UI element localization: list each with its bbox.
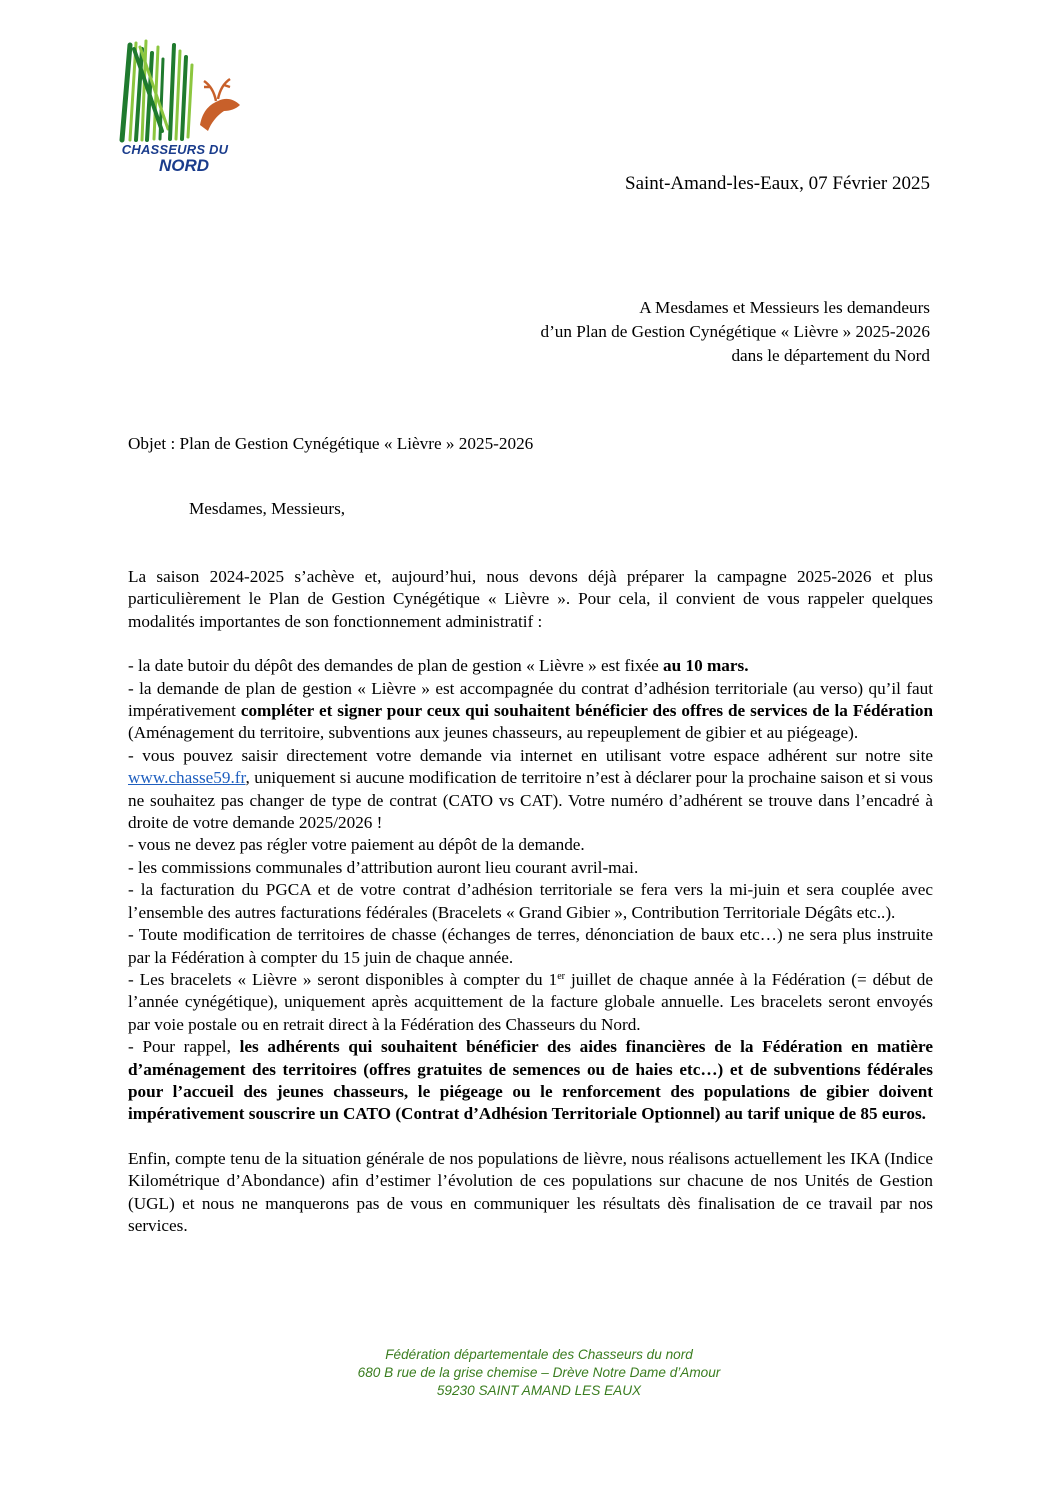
footer-line: 680 B rue de la grise chemise – Drève Notre Dame d’Amour [357, 1365, 721, 1380]
list-item: - Toute modification de territoires de chasse (échanges de terres, dénonciation de baux etc…) ne sera plus instruite par la Fédération à compter du 15 juin de chaque année. [128, 925, 933, 967]
list-item: - la facturation du PGCA et de votre contrat d’adhésion territoriale se fera vers la mi-juin et sera couplée avec l’ensemble des autres facturations fédérales (Bracelets « Grand Gibier », Contribution Territoriale Dégâts etc..). [128, 880, 933, 922]
letter-date: Saint-Amand-les-Eaux, 07 Février 2025 [625, 173, 930, 194]
list-item: - les commissions communales d’attribution auront lieu courant avril-mai. [128, 857, 639, 877]
intro-paragraph: La saison 2024-2025 s’achève et, aujourd’hui, nous devons déjà préparer la campagne 2025-2026 et plus particulièrement le Plan de Gestion Cynégétique « Lièvre ». Pour cela, il convient de vous rappeler quelques modalités importantes de son fonctionnement administratif : [128, 567, 933, 631]
recipient-line: d’un Plan de Gestion Cynégétique « Lièvre » 2025-2026 [540, 322, 930, 341]
list-item: - vous pouvez saisir directement votre demande via internet en utilisant votre espace adhérent sur notre site www.chasse59.fr, uniquement si aucune modification de territoire n’est à déclarer pour la prochaine saison et si vous ne souhaitez pas changer de type de contrat (CATO vs CAT). Votre numéro d’adhérent se trouve dans l’encadré à droite de votre demande 2025/2026 ! [128, 745, 933, 833]
closing-paragraph: Enfin, compte tenu de la situation générale de nos populations de lièvre, nous réalisons actuellement les IKA (Indice Kilométrique d’Abondance) afin d’estimer l’évolution de ces populations sur chacune de nos Unités de Gestion (UGL) et nous ne manquerons pas de vous en communiquer les résultats dès finalisation de ce travail par nos services. [128, 1148, 933, 1235]
website-link[interactable]: www.chasse59.fr [128, 768, 246, 788]
recipient-line: A Mesdames et Messieurs les demandeurs [639, 298, 930, 317]
list-item: - Les bracelets « Lièvre » seront disponibles à compter du 1er juillet de chaque année à la Fédération (= début de l’année cynégétique), uniquement après acquittement de la facture globale annuelle. Les bracelets seront envoyés par voie postale ou en retrait direct à la Fédération des Chasseurs du Nord. [128, 969, 933, 1034]
list-item: - Pour rappel, les adhérents qui souhaitent bénéficier des aides financières de la Fédération en matière d’aménagement des territoires (offres gratuites de semences ou de haies etc…) et de subventions fédérales pour l’accueil des jeunes chasseurs, le piégeage ou le renforcement des populations de gibier doivent impérativement souscrire un CATO (Contrat d’Adhésion Territoriale Optionnel) au tarif unique de 85 euros. [128, 1037, 933, 1124]
footer-line: Fédération départementale des Chasseurs du nord [385, 1347, 693, 1362]
logo-line-2: NORD [158, 156, 210, 175]
logo-line-1: CHASSEURS DU [121, 142, 229, 157]
recipient-line: dans le département du Nord [731, 346, 930, 365]
footer-line: 59230 SAINT AMAND LES EAUX [436, 1383, 642, 1398]
list-item: - la date butoir du dépôt des demandes de plan de gestion « Lièvre » est fixée au 10 mars. [128, 656, 749, 676]
salutation: Mesdames, Messieurs, [189, 499, 346, 518]
letter-subject: Objet : Plan de Gestion Cynégétique « Lièvre » 2025-2026 [128, 434, 534, 453]
footer-address [0, 1346, 1058, 1400]
list-item: - vous ne devez pas régler votre paiement au dépôt de la demande. [128, 835, 585, 855]
list-item: - la demande de plan de gestion « Lièvre » est accompagnée du contrat d’adhésion territoriale (au verso) qu’il faut impérativement compléter et signer pour ceux qui souhaitent bénéficier des offres de services de la Fédération (Aménagement du territoire, subventions aux jeunes chasseurs, au repeuplement de gibier et au piégeage). [128, 678, 934, 743]
federation-logo [100, 35, 250, 185]
recipient-block [540, 296, 930, 368]
letter-body [128, 566, 933, 1237]
logo-stripes-stag-icon [100, 35, 250, 145]
